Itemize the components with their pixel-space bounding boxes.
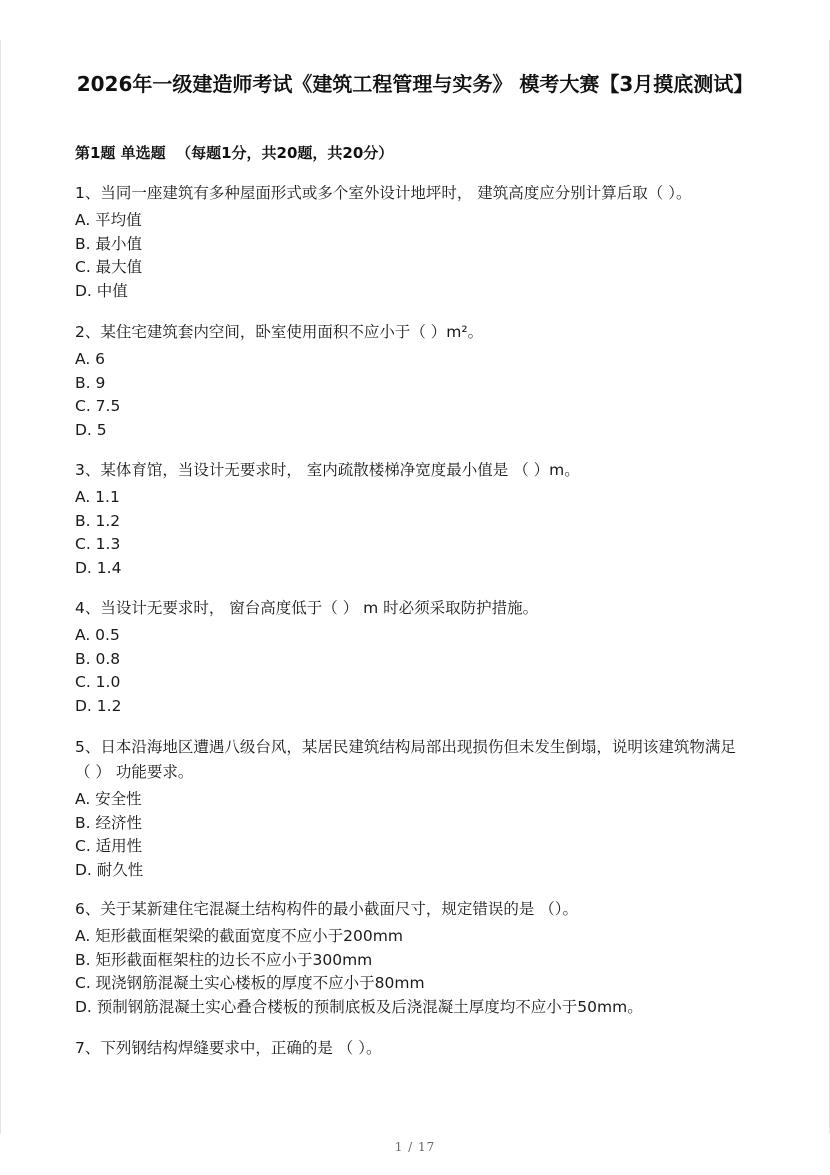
question-6 (75, 897, 755, 1020)
question-stem: 4、当设计无要求时， 窗台高度低于（ ） m 时必须采取防护措施。 (75, 599, 539, 617)
question-5 (75, 735, 755, 883)
option-c: C. 7.5 (75, 397, 121, 416)
question-stem: 5、日本沿海地区遭遇八级台风，某居民建筑结构局部出现损伤但未发生倒塌，说明该建筑物满足 （ ） 功能要求。 (75, 738, 736, 781)
option-b: B. 1.2 (75, 511, 121, 530)
option-a: A. 平均值 (75, 211, 142, 229)
question-stem: 7、下列钢结构焊缝要求中，正确的是 （ ）。 (75, 1039, 382, 1057)
option-a: A. 矩形截面框架梁的截面宽度不应小于200mm (75, 927, 403, 945)
option-a: A. 安全性 (75, 790, 142, 808)
option-c: C. 现浇钢筋混凝土实心楼板的厚度不应小于80mm (75, 974, 425, 993)
option-d: D. 5 (75, 421, 107, 440)
document-title: 2026年一级建造师考试《建筑工程管理与实务》 模考大赛【3月摸底测试】 (76, 72, 754, 96)
question-stem: 2、某住宅建筑套内空间，卧室使用面积不应小于（ ）m²。 (75, 323, 484, 341)
option-d: D. 1.4 (75, 559, 122, 578)
option-c: C. 1.0 (75, 673, 121, 692)
option-c: C. 适用性 (75, 837, 143, 856)
option-b: B. 经济性 (75, 813, 142, 832)
option-d: D. 1.2 (75, 697, 122, 716)
question-7 (75, 1036, 755, 1064)
option-a: A. 6 (75, 350, 106, 368)
option-c: C. 最大值 (75, 258, 143, 277)
option-d: D. 预制钢筋混凝土实心叠合楼板的预制底板及后浇混凝土厚度均不应小于50mm。 (75, 998, 643, 1017)
option-d: D. 中值 (75, 282, 128, 301)
option-b: B. 9 (75, 373, 106, 392)
question-stem: 1、当同一座建筑有多种屋面形式或多个室外设计地坪时， 建筑高度应分别计算后取（ ）。 (75, 184, 692, 202)
question-4 (75, 596, 755, 719)
option-b: B. 矩形截面框架柱的边长不应小于300mm (75, 950, 373, 969)
question-stem: 6、关于某新建住宅混凝土结构构件的最小截面尺寸，规定错误的是 （）。 (75, 900, 579, 918)
option-a: A. 1.1 (75, 488, 120, 506)
page-indicator: 1 / 17 (394, 1140, 436, 1154)
option-b: B. 最小值 (75, 234, 142, 253)
section-heading: 第1题 单选题 （每题1分，共20题，共20分） (75, 144, 394, 162)
question-stem: 3、某体育馆，当设计无要求时， 室内疏散楼梯净宽度最小值是 （ ）m。 (75, 461, 580, 479)
option-b: B. 0.8 (75, 649, 121, 668)
question-2 (75, 320, 755, 443)
option-d: D. 耐久性 (75, 861, 144, 880)
option-a: A. 0.5 (75, 626, 120, 644)
option-c: C. 1.3 (75, 535, 121, 554)
question-3 (75, 458, 755, 581)
question-1 (75, 181, 755, 304)
